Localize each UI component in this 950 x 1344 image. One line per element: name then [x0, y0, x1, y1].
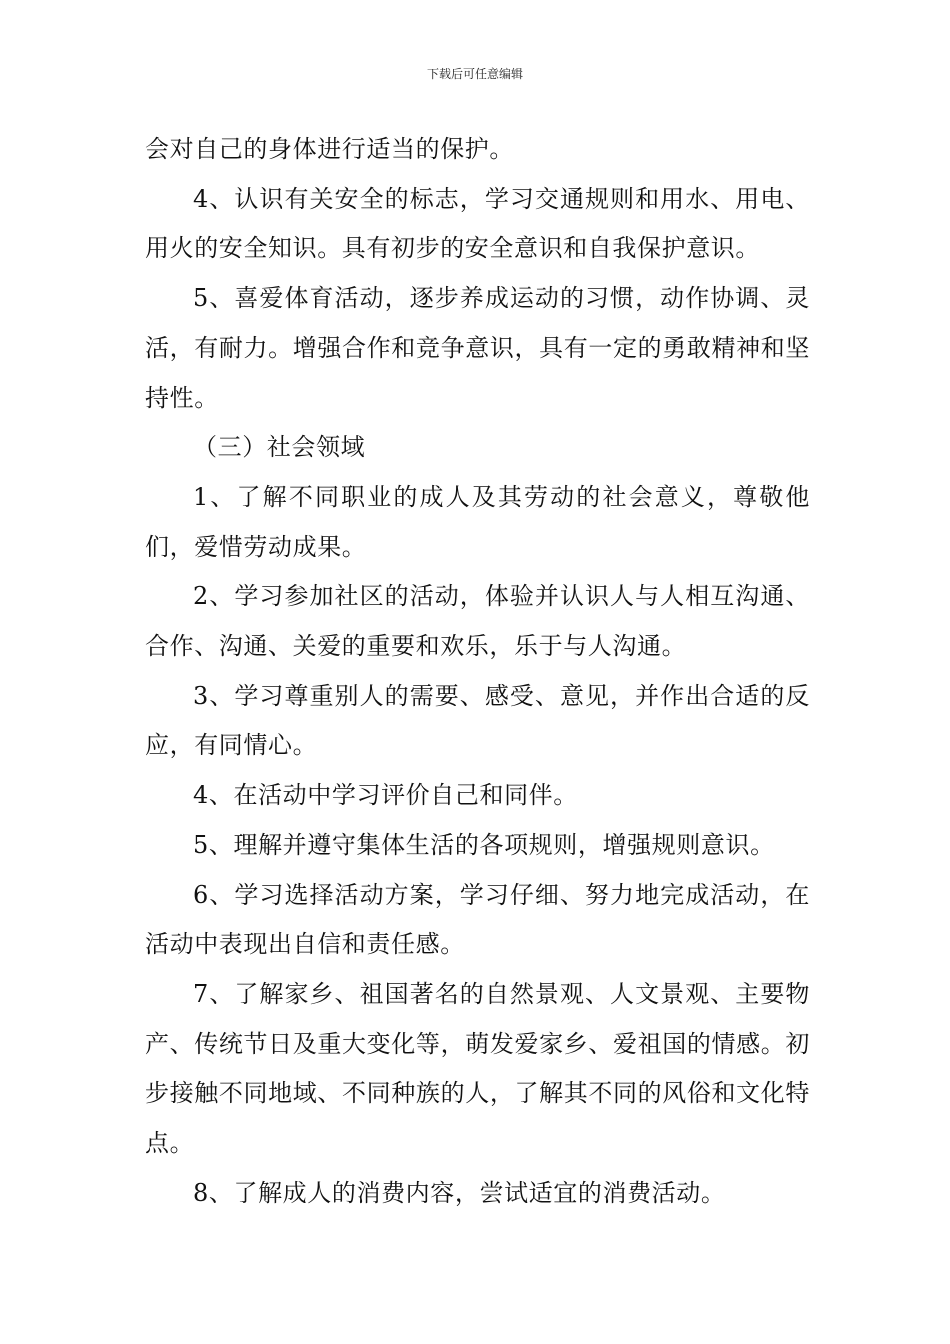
paragraph-health-4: 4、认识有关安全的标志，学习交通规则和用水、用电、用火的安全知识。具有初步的安全意识和自我保护意识。 — [145, 184, 810, 263]
paragraph-social-8: 8、了解成人的消费内容，尝试适宜的消费活动。 — [193, 1178, 726, 1207]
page-header-note: 下载后可任意编辑 — [426, 67, 523, 81]
paragraph-continuation: 会对自己的身体进行适当的保护。 — [145, 135, 514, 163]
paragraph-social-5: 5、理解并遵守集体生活的各项规则，增强规则意识。 — [193, 830, 775, 859]
paragraph-social-7: 7、了解家乡、祖国著名的自然景观、人文景观、主要物产、传统节日及重大变化等，萌发爱家乡、爱祖国的情感。初步接触不同地域、不同种族的人，了解其不同的风俗和文化特点。 — [145, 979, 810, 1158]
paragraph-social-1: 1、了解不同职业的成人及其劳动的社会意义，尊敬他们，爱惜劳动成果。 — [145, 482, 810, 561]
section-heading-social: （三）社会领域 — [193, 433, 366, 462]
paragraph-health-5: 5、喜爱体育活动，逐步养成运动的习惯，动作协调、灵活，有耐力。增强合作和竞争意识，具有一定的勇敢精神和坚持性。 — [145, 284, 810, 412]
paragraph-social-3: 3、学习尊重别人的需要、感受、意见，并作出合适的反应，有同情心。 — [145, 681, 810, 760]
paragraph-social-6: 6、学习选择活动方案，学习仔细、努力地完成活动，在活动中表现出自信和责任感。 — [145, 880, 810, 959]
document-body — [145, 125, 810, 1218]
paragraph-social-4: 4、在活动中学习评价自己和同伴。 — [193, 781, 578, 810]
paragraph-social-2: 2、学习参加社区的活动，体验并认识人与人相互沟通、合作、沟通、关爱的重要和欢乐，乐于与人沟通。 — [145, 582, 810, 661]
